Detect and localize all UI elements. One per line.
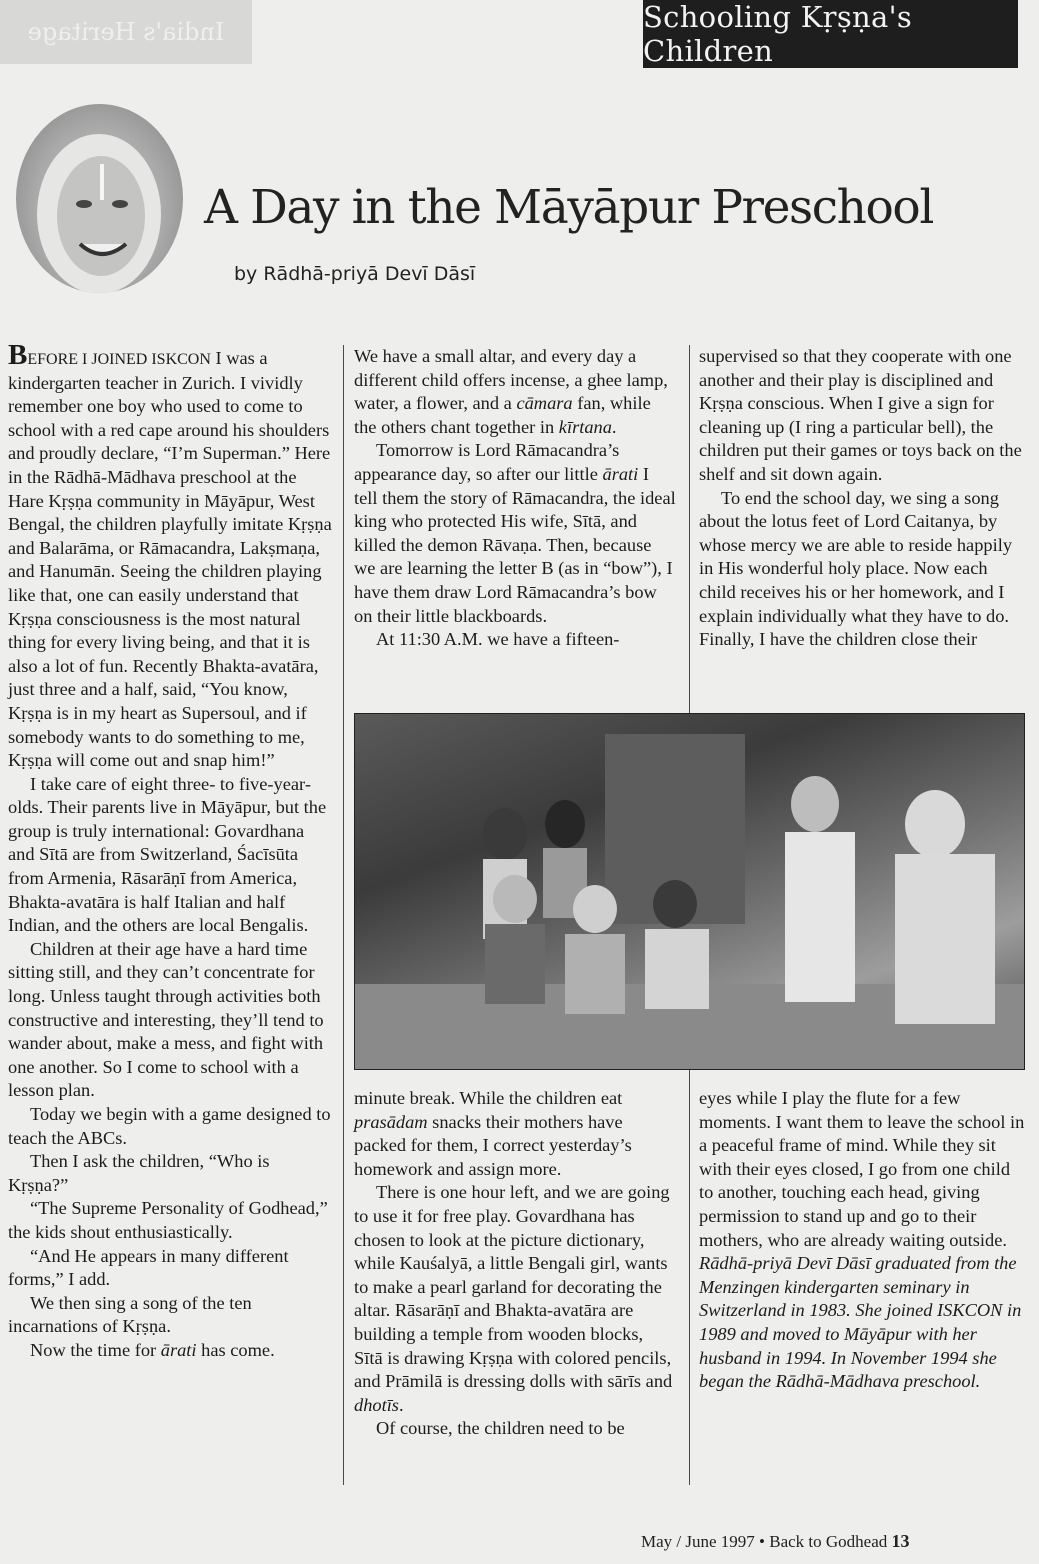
classroom-photo-icon [355, 714, 1025, 1070]
paragraph: Children at their age have a hard time sitting still, and they can’t concentrate for long. Unless taught through activities both constructive and interesting, they’ll tend to wander about, make a mess, and fight with one another. So I come to school with a lesson plan. [8, 938, 324, 1101]
author-portrait [16, 104, 183, 293]
paragraph: Tomorrow is Lord Rāmacandra’s appearance day, so after our little ārati I tell them the story of Rāmacandra, the ideal king who protected His wife, Sītā, and killed the demon Rāvaṇa. Then, because we are learning the letter B (as in “bow”), I have them draw Lord Rāmacandra’s bow on their little blackboards. [354, 440, 676, 626]
issue-date: May / June 1997 [641, 1532, 755, 1551]
paragraph: BEFORE I JOINED ISKCON I was a kindergarten teacher in Zurich. I vividly remember one boy who used to come to school with a red cape around his shoulders and proudly declare, “I’m Superman.” Here in the Rādhā-Mādhava preschool at the Hare Kṛṣṇa community in Māyāpur, West Bengal, the children playfully imitate Kṛṣṇa and Balarāma, or Rāmacandra, Lakṣmaṇa, and Hanumān. Seeing the children playing like that, one can easily understand that Kṛṣṇa consciousness is the most natural thing for every living being, and that it is also a lot of fun. Recently Bhakta-avatāra, just three and a half, said, “You know, Kṛṣṇa is in my heart as Supersoul, and if somebody wants to do something to me, Kṛṣṇa will come out and snap him!” [8, 339, 332, 771]
column-3-bottom [699, 1087, 1025, 1394]
paragraph: Of course, the children need to be [376, 1418, 625, 1439]
column-rule [343, 345, 344, 1485]
paragraph: “And He appears in many different forms,” I add. [8, 1245, 289, 1290]
paragraph: There is one hour left, and we are going to use it for free play. Govardhana has chosen to look at the picture dictionary, while Kauśalyā, a little Bengali girl, wants to make a pearl garland for decorating the altar. Rāsarāṇī and Bhakta-avatāra are building a temple from wooden blocks, Sītā is drawing Kṛṣṇa with colored pencils, and Prāmilā is dressing dolls with sārīs and dhotīs. [354, 1182, 673, 1415]
paragraph: At 11:30 A.M. we have a fifteen- [376, 629, 620, 650]
paragraph: We then sing a song of the ten incarnations of Kṛṣṇa. [8, 1292, 252, 1337]
footer-separator: • [759, 1532, 765, 1551]
lead-smallcaps: EFORE I JOINED ISKCON [27, 351, 211, 368]
page-footer [641, 1531, 910, 1552]
paragraph: minute break. While the children eat prasādam snacks their mothers have packed for them, I correct yesterday’s homework and assign more. [354, 1088, 632, 1179]
paragraph: “The Supreme Personality of Godhead,” the kids shout enthusiastically. [8, 1198, 328, 1242]
article-headline: A Day in the Māyāpur Preschool [204, 180, 933, 235]
article-byline: by Rādhā-priyā Devī Dāsī [234, 263, 476, 285]
paragraph: I take care of eight three- to five-year-olds. Their parents live in Māyāpur, but the group is truly international: Govardhana and Sītā are from Switzerland, Śacīsūta from Armenia, Rāsarāṇī from America, Bhakta-avatāra is half Italian and half Indian, and the others are local Bengalis. [8, 773, 327, 936]
column-1 [8, 339, 333, 1363]
page-number: 13 [891, 1531, 910, 1551]
author-portrait-icon [16, 104, 183, 293]
paragraph: Today we begin with a game designed to teach the ABCs. [8, 1104, 331, 1148]
paragraph: Now the time for ārati has come. [30, 1339, 275, 1360]
faded-section-tab: India's Heritage [0, 0, 252, 64]
paragraph: Then I ask the children, “Who is Kṛṣṇa?” [8, 1151, 270, 1195]
drop-cap: B [8, 339, 28, 371]
paragraph: eyes while I play the flute for a few moments. I want them to leave the school in a peaceful frame of mind. While they sit with their eyes closed, I go from one child to another, touching each head, giving permission to stand up and go to their mothers, who are already waiting outside. [699, 1088, 1025, 1250]
section-tab: Schooling Kṛṣṇa's Children [643, 0, 1018, 68]
classroom-photo [354, 713, 1025, 1070]
paragraph: To end the school day, we sing a song about the lotus feet of Lord Caitanya, by whose mercy we are able to reside happily in His wonderful holy place. Now each child receives his or her homework, and I explain individually what they have to do. Finally, I have the children close their [699, 487, 1013, 650]
paragraph: We have a small altar, and every day a different child offers incense, a ghee lamp, water, a flower, and a cāmara fan, while the others chant together in kīrtana. [354, 346, 668, 437]
magazine-name: Back to Godhead [769, 1532, 888, 1551]
column-3-top [699, 345, 1025, 652]
paragraph: supervised so that they cooperate with one another and their play is disciplined and Kṛṣṇa conscious. When I give a sign for cleaning up (I ring a particular bell), the children put their games or toys back on the shelf and sit down again. [699, 346, 1022, 484]
column-2-top [354, 345, 676, 652]
author-bio: Rādhā-priyā Devī Dāsī graduated from the Menzingen kindergarten seminary in Switzerland in 1983. She joined ISKCON in 1989 and moved to Māyāpur with her husband in 1994. In November 1994 she began the Rādhā-Mādhava preschool. [699, 1253, 1022, 1392]
column-2-bottom [354, 1087, 676, 1441]
